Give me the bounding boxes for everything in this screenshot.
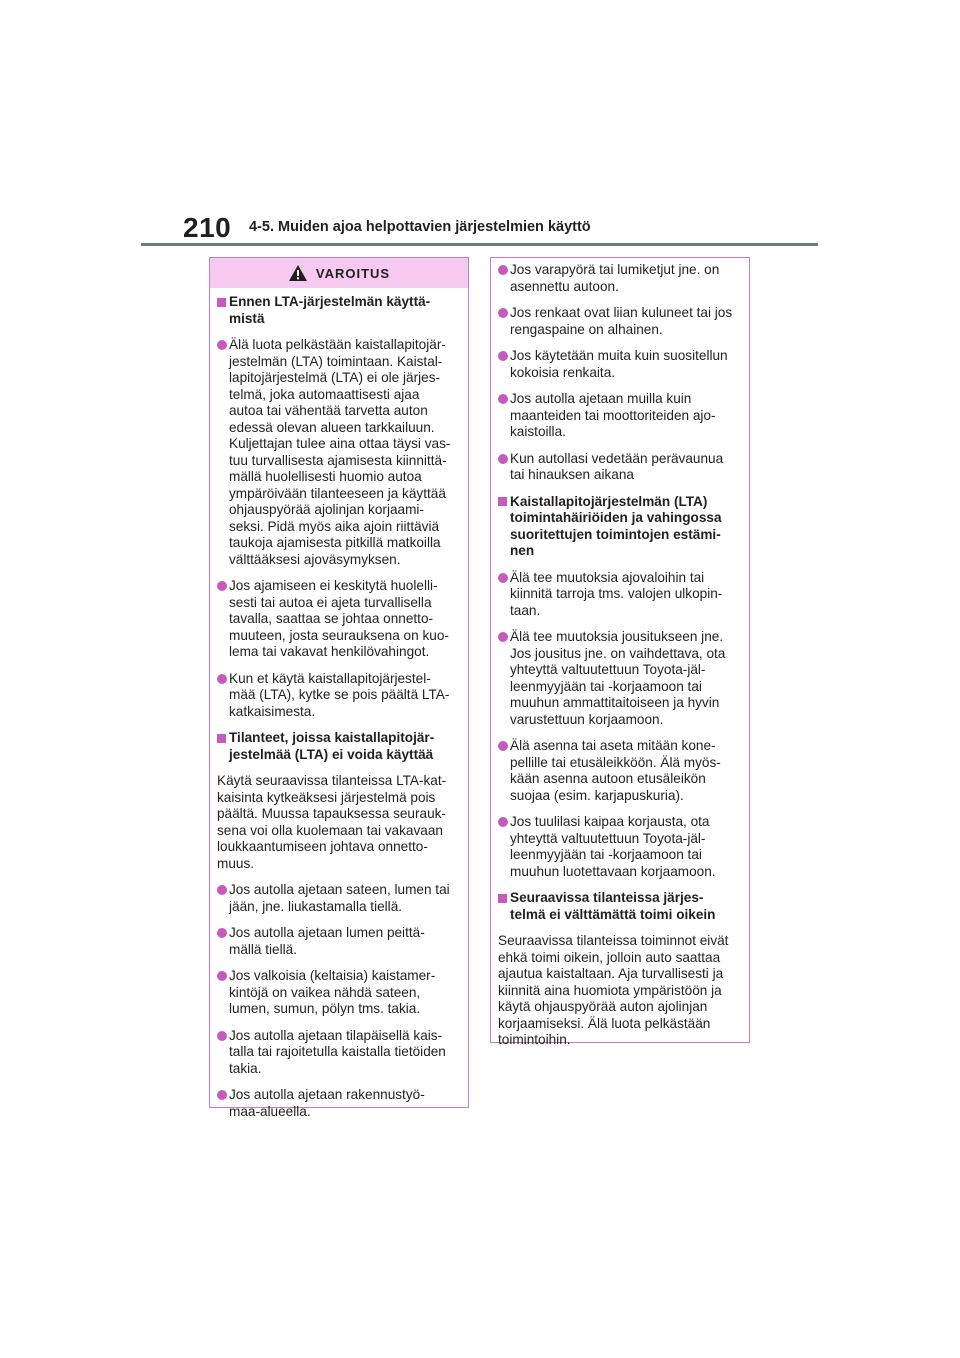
section-heading [217, 294, 461, 327]
round-bullet-icon [217, 581, 227, 591]
bullet-item [498, 814, 742, 880]
round-bullet-icon [217, 971, 227, 981]
bullet-item [498, 629, 742, 728]
left-column-content [210, 288, 468, 1120]
bullet-item [217, 968, 461, 1018]
section-heading [498, 890, 742, 923]
round-bullet-icon [217, 928, 227, 938]
section-heading [498, 494, 742, 560]
bullet-item [217, 578, 461, 661]
round-bullet-icon [498, 573, 508, 583]
round-bullet-icon [498, 817, 508, 827]
bullet-text: Älä tee muutoksia ajovaloihin tai kiinnitä tarroja tms. valojen ulkopin- taan. [510, 569, 723, 618]
bullet-item [217, 1087, 461, 1120]
bullet-text: Jos renkaat ovat liian kuluneet tai jos rengaspaine on alhainen. [510, 305, 733, 337]
page-number: 210 [183, 212, 232, 243]
bullet-text: Jos valkoisia (keltaisia) kaistamer- kintöjä on vaikea nähdä sateen, lumen, sumun, pölyn tms. takia. [229, 968, 436, 1016]
round-bullet-icon [217, 1090, 227, 1100]
heading-text: Ennen LTA-järjestelmän käyttä- mistä [229, 294, 431, 326]
square-bullet-icon [217, 734, 226, 743]
section-title: 4-5. Muiden ajoa helpottavien järjestelmien käyttö [249, 219, 591, 235]
continued-warning-box [490, 257, 750, 1047]
round-bullet-icon [217, 885, 227, 895]
bullet-text: Älä asenna tai aseta mitään kone- pellille tai etusäleikköön. Älä myös- kään asenna autoon etusäleikön suojaa (esim. karjapuskuria). [510, 738, 721, 803]
bullet-item [498, 348, 742, 381]
bullet-item [498, 570, 742, 620]
bullet-item [217, 882, 461, 915]
round-bullet-icon [217, 674, 227, 684]
bullet-text: Älä luota pelkästään kaistallapitojär- jestelmän (LTA) toimintaan. Kaistal- lapitojärjestelmä (LTA) ei ole järjes- telmä, joka automaattisesti ajaa autoa tai vähentää tarvetta auton edessä olevan alueen tarkkailuun. Kuljettajan tulee aina ottaa täysi vas- tuu turvallisesta ajamisesta kiinnittä- mällä huolellisesti huomio autoa ympäröivään tilanteeseen ja käyttää ohjauspyörää ajolinjan korjaami- seksi. Pidä myös aika ajoin riittäviä taukoja ajamisesta pitkillä matkoilla välttääksesi ajoväsymyksen. [229, 337, 451, 567]
warning-box [209, 257, 469, 1119]
square-bullet-icon [498, 894, 507, 903]
bullet-text: Jos autolla ajetaan lumen peittä- mällä tiellä. [229, 925, 425, 957]
round-bullet-icon [498, 394, 508, 404]
warning-band [210, 258, 468, 288]
heading-text: Seuraavissa tilanteissa järjes- telmä ei välttämättä toimi oikein [510, 890, 716, 922]
round-bullet-icon [498, 454, 508, 464]
bullet-item [498, 305, 742, 338]
bullet-item [217, 925, 461, 958]
round-bullet-icon [217, 1031, 227, 1041]
bullet-item [498, 262, 742, 295]
square-bullet-icon [217, 298, 226, 307]
body-paragraph: Seuraavissa tilanteissa toiminnot eivät ehkä toimi oikein, jolloin auto saattaa ajautua kaistaltaan. Aja turvallisesti ja kiinnitä aina huomiota ympäristöön ja käytä ohjauspyörää auton ajolinjan korjaamiseksi. Älä luota pelkästään toimintoihin. [498, 933, 729, 1047]
bullet-text: Kun et käytä kaistallapitojärjestel- mää (LTA), kytke se pois päältä LTA- katkaisimesta. [229, 670, 450, 719]
warning-triangle-icon [288, 264, 308, 282]
bullet-item [498, 451, 742, 484]
bullet-text: Jos tuulilasi kaipaa korjausta, ota yhteyttä valtuutettuun Toyota-jäl- leenmyyjään tai -korjaamoon tai muuhun luotettavaan korjaamoon. [510, 814, 716, 879]
heading-text: Kaistallapitojärjestelmän (LTA) toimintahäiriöiden ja vahingossa suoritettujen toimintojen estämi- nen [510, 493, 722, 558]
bullet-text: Jos autolla ajetaan rakennustyö- maa-alueella. [229, 1087, 425, 1119]
header-rule [141, 243, 818, 246]
bullet-text: Jos autolla ajetaan tilapäisellä kais- talla tai rajoitetulla kaistalla tietöiden takia. [229, 1027, 446, 1076]
right-column-content [491, 258, 749, 1049]
bullet-item [217, 671, 461, 721]
round-bullet-icon [498, 351, 508, 361]
bullet-text: Älä tee muutoksia jousitukseen jne. Jos jousitus jne. on vaihdettava, ota yhteyttä valtuutettuun Toyota-jäl- leenmyyjään tai -korjaamoon tai muuhun ammattitaitoiseen ja hyvin varustettuun korjaamoon. [510, 629, 726, 727]
bullet-text: Jos ajamiseen ei keskitytä huolelli- sesti tai autoa ei ajeta turvallisella tavalla, saattaa se johtaa onnetto- muuteen, josta seurauksena on kuo- lema tai vakavat henkilövahingot. [229, 578, 449, 659]
bullet-item [498, 391, 742, 441]
square-bullet-icon [498, 497, 507, 506]
body-paragraph: Käytä seuraavissa tilanteissa LTA-kat- kaisinta kytkeäksesi järjestelmä pois päältä. Muussa tapauksessa seurauk- sena voi olla kuolemaan tai vakavaan loukkaantumiseen johtava onnetto- muus. [217, 773, 447, 871]
bullet-item [217, 337, 461, 568]
round-bullet-icon [498, 265, 508, 275]
bullet-item [217, 1028, 461, 1078]
bullet-item [498, 738, 742, 804]
heading-text: Tilanteet, joissa kaistallapitojär- jestelmää (LTA) ei voida käyttää [229, 730, 435, 762]
bullet-text: Jos autolla ajetaan sateen, lumen tai jään, jne. liukastamalla tiellä. [229, 882, 450, 914]
round-bullet-icon [217, 340, 227, 350]
bullet-text: Kun autollasi vedetään perävaunua tai hinauksen aikana [510, 450, 724, 482]
section-heading [217, 730, 461, 763]
bullet-text: Jos käytetään muita kuin suositellun kokoisia renkaita. [510, 348, 728, 380]
bullet-text: Jos varapyörä tai lumiketjut jne. on asennettu autoon. [510, 262, 720, 294]
warning-label: VAROITUS [315, 265, 391, 281]
round-bullet-icon [498, 632, 508, 642]
round-bullet-icon [498, 741, 508, 751]
round-bullet-icon [498, 308, 508, 318]
bullet-text: Jos autolla ajetaan muilla kuin maanteiden tai moottoriteiden ajo- kaistoilla. [510, 391, 716, 439]
